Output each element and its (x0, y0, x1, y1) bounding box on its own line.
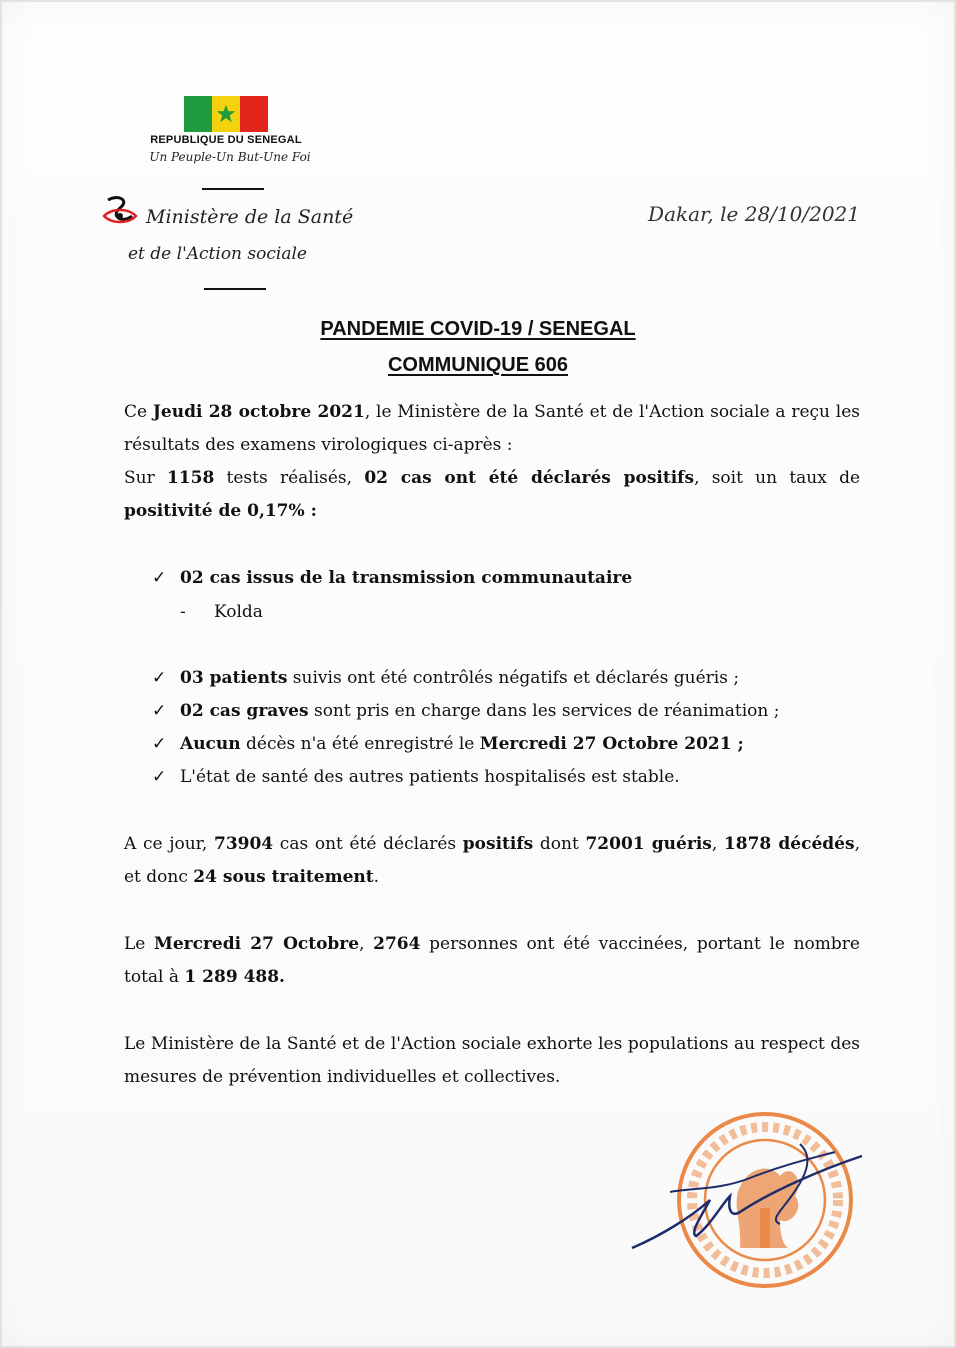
ministry-name-line1: Ministère de la Santé (146, 206, 354, 228)
totals-paragraph (124, 828, 860, 894)
recovered-patients: 03 patients (180, 668, 288, 688)
header-rule-1 (202, 188, 264, 190)
totals-text: A ce jour, (124, 834, 214, 854)
tests-text: tests réalisés, (214, 468, 365, 488)
flag-red-band (240, 96, 268, 132)
list-text: L'état de santé des autres patients hospitalisés est stable. (180, 767, 680, 787)
document-date: Dakar, le 28/10/2021 (648, 202, 860, 226)
dash-bullet: - (180, 602, 186, 622)
vaccination-text: , (359, 934, 374, 954)
communique-number: COMMUNIQUE 606 (387, 354, 569, 376)
senegal-flag-icon (184, 96, 268, 132)
daily-vaccinated: 2764 (373, 934, 421, 954)
list-text: suivis ont été contrôlés négatifs et déclarés guéris ; (287, 668, 740, 688)
deaths-none: Aucun (180, 734, 241, 754)
check-icon: ✓ (152, 668, 167, 688)
check-icon: ✓ (152, 568, 167, 588)
document-title: PANDEMIE COVID-19 / SENEGAL (320, 318, 636, 340)
community-cases: 02 cas issus de la transmission communautaire (180, 568, 633, 588)
total-recovered: 72001 guéris (585, 834, 712, 854)
ministry-name-line2: et de l'Action sociale (128, 244, 307, 264)
list-item (152, 695, 852, 728)
totals-text: dont (533, 834, 586, 854)
vaccination-date: Mercredi 27 Octobre (154, 934, 360, 954)
total-vaccinated: 1 289 488. (184, 967, 285, 987)
under-treatment: 24 sous traitement (193, 867, 374, 887)
flag-green-band (184, 96, 212, 132)
deaths-date: Mercredi 27 Octobre 2021 ; (479, 734, 744, 754)
vaccination-text: Le (124, 934, 155, 954)
check-icon: ✓ (152, 734, 167, 754)
flag-star-icon (215, 103, 237, 125)
official-seal-icon (630, 1108, 870, 1298)
ministry-logo-icon (100, 194, 140, 234)
republic-name: REPUBLIQUE DU SENEGAL (150, 134, 302, 146)
vaccination-text: personnes ont été vaccinées, portant le nombre total à (124, 934, 860, 987)
header-rule-2 (204, 288, 266, 290)
totals-text: . (373, 867, 380, 887)
vaccination-paragraph (124, 928, 860, 994)
list-text: sont pris en charge dans les services de réanimation ; (308, 701, 780, 721)
list-item (152, 728, 852, 761)
check-icon: ✓ (152, 767, 167, 787)
list-item (152, 662, 852, 695)
totals-text: cas ont été déclarés (273, 834, 463, 854)
tests-text: , soit un taux de (694, 468, 861, 488)
national-motto: Un Peuple-Un But-Une Foi (149, 150, 311, 164)
list-item (152, 761, 852, 794)
list-subitem (180, 596, 263, 629)
tests-text: Sur (124, 468, 167, 488)
intro-date: Jeudi 28 octobre 2021 (152, 402, 365, 422)
list-text: décès n'a été enregistré le (240, 734, 480, 754)
positivity-rate: positivité de 0,17% : (124, 501, 317, 521)
intro-paragraph (124, 396, 860, 528)
positive-cases: 02 cas ont été déclarés positifs (364, 468, 695, 488)
tests-count: 1158 (166, 468, 215, 488)
location-kolda: Kolda (214, 602, 263, 622)
closing-paragraph: Le Ministère de la Santé et de l'Action sociale exhorte les populations au respect des mesures de prévention individuelles et collectives. (124, 1034, 860, 1087)
total-cases: 73904 (213, 834, 274, 854)
severe-cases: 02 cas graves (180, 701, 309, 721)
list-item (152, 562, 852, 595)
totals-text: , et donc (124, 834, 860, 887)
totals-text: , (711, 834, 724, 854)
check-icon: ✓ (152, 701, 167, 721)
intro-text: , le Ministère de la Santé et de l'Action sociale a reçu les résultats des examens virologiques ci-après : (124, 402, 860, 455)
intro-text: Ce (124, 402, 153, 422)
total-deaths: 1878 décédés (723, 834, 855, 854)
positive-label: positifs (462, 834, 534, 854)
